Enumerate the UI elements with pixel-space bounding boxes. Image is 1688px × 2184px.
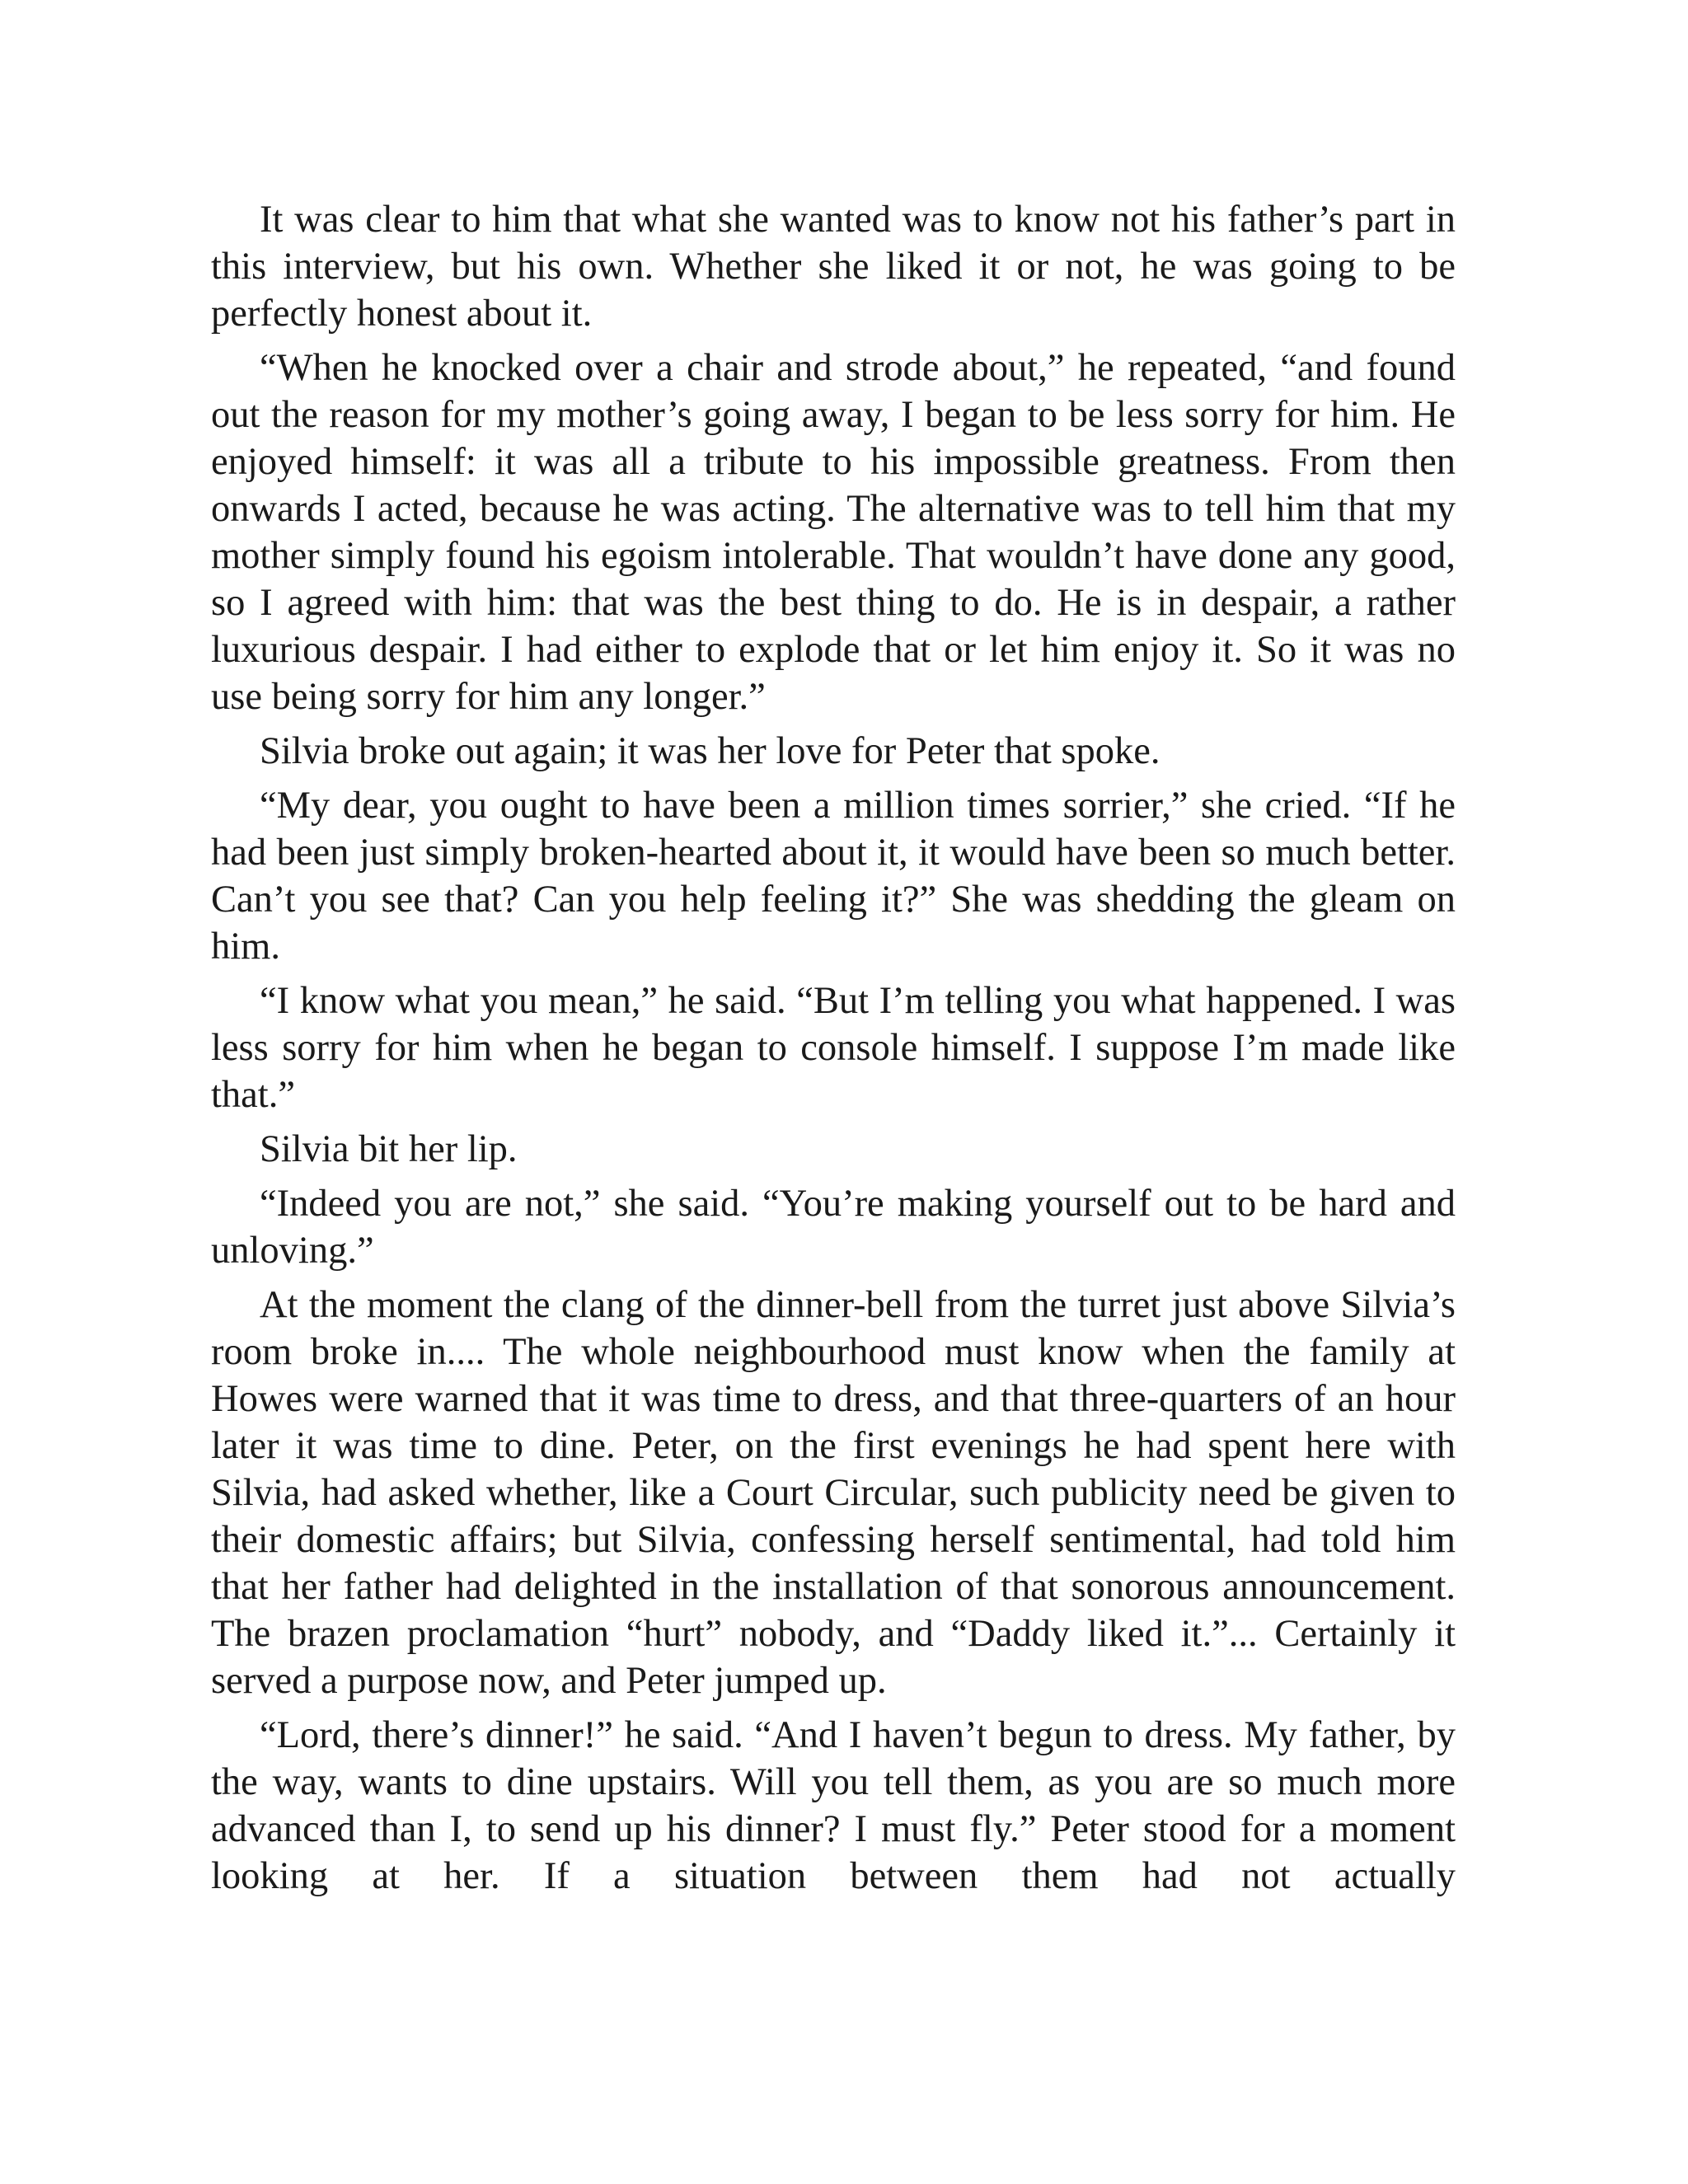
paragraph: It was clear to him that what she wanted was to know not his father’s part in this interview, but his own. Whether she liked it or not, he was going to be perfectly honest about it. xyxy=(211,199,1456,335)
book-page-text xyxy=(211,196,1456,1900)
paragraph: Silvia broke out again; it was her love for Peter that spoke. xyxy=(260,730,1160,772)
paragraph: “When he knocked over a chair and strode about,” he repeated, “and found out the reason for my mother’s going away, I began to be less sorry for him. He enjoyed himself: it was all a tribute to his impossible greatness. From then onwards I acted, because he was acting. The alternative was to tell him that my mother simply found his egoism intolerable. That wouldn’t have done any good, so I agreed with him: that was the best thing to do. He is in despair, a rather luxurious despair. I had either to explode that or let him enjoy it. So it was no use being sorry for him any longer.” xyxy=(211,347,1456,718)
paragraph: “Lord, there’s dinner!” he said. “And I haven’t begun to dress. My father, by the way, wants to dine upstairs. Will you tell them, as you are so much more advanced than I, to send up his dinner? I must fly.” Peter stood for a moment looking at her. If a situation between them had not actually xyxy=(211,1714,1456,1897)
paragraph: “My dear, you ought to have been a million times sorrier,” she cried. “If he had been just simply broken-hearted about it, it would have been so much better. Can’t you see that? Can you help feeling it?” She was shedding the gleam on him. xyxy=(211,785,1456,968)
paragraph: At the moment the clang of the dinner-bell from the turret just above Silvia’s room broke in.... The whole neighbourhood must know when the family at Howes were warned that it was time to dress, and that three-quarters of an hour later it was time to dine. Peter, on the first evenings he had spent here with Silvia, had asked whether, like a Court Circular, such publicity need be given to their domestic affairs; but Silvia, confessing herself sentimental, had told him that her father had delighted in the installation of that sonorous announcement. The brazen proclamation “hurt” nobody, and “Daddy liked it.”... Certainly it served a purpose now, and Peter jumped up. xyxy=(211,1284,1456,1702)
paragraph: “Indeed you are not,” she said. “You’re making yourself out to be hard and unloving.” xyxy=(211,1183,1456,1272)
paragraph: “I know what you mean,” he said. “But I’m telling you what happened. I was less sorry for him when he began to console himself. I suppose I’m made like that.” xyxy=(211,980,1456,1116)
paragraph: Silvia bit her lip. xyxy=(260,1128,518,1170)
